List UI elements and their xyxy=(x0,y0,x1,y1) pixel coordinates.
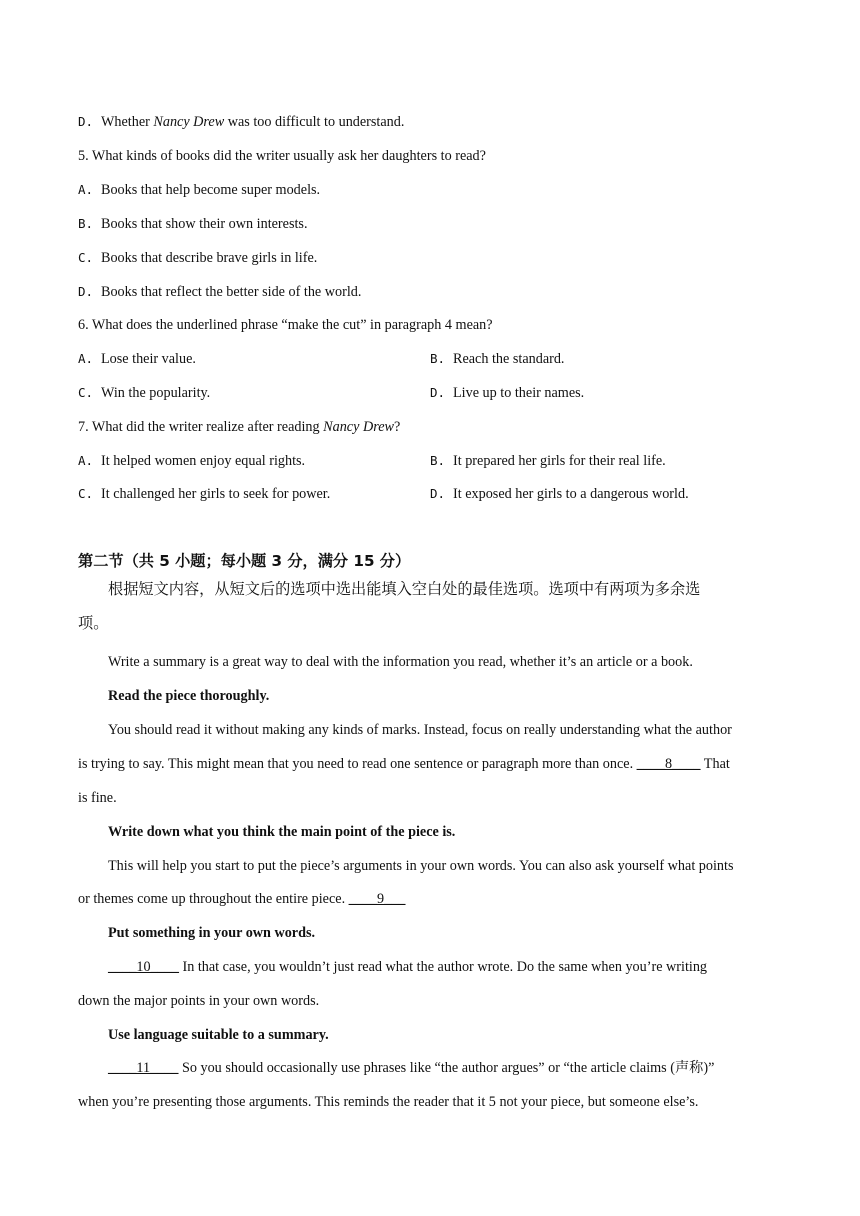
q4-option-d xyxy=(78,112,404,132)
passage-paragraph-1-line3: is fine. xyxy=(78,790,117,806)
stem-text-pre: 7. What did the writer realize after reading xyxy=(78,419,324,435)
blank-8: ____8____ xyxy=(636,756,701,772)
passage-paragraph-4-line2: when you’re presenting those arguments. This reminds the reader that it 5 not your piece, but someone else’s. xyxy=(78,1094,699,1110)
option-text: Books that reflect the better side of the world. xyxy=(101,284,362,300)
passage-paragraph-3-line2: down the major points in your own words. xyxy=(78,993,320,1009)
option-label: B. xyxy=(430,351,446,366)
book-title: Nancy Drew xyxy=(323,419,394,435)
q5-option-c xyxy=(78,248,317,268)
option-text: Reach the standard. xyxy=(453,351,565,367)
stem-text-post: ? xyxy=(393,419,401,435)
option-label: D. xyxy=(78,114,94,129)
option-label: A. xyxy=(78,453,94,468)
option-text-post: was too difficult to understand. xyxy=(224,114,405,130)
text-segment: So you should occasionally use phrases like “the author argues” or “the article claims (声称)” xyxy=(178,1060,715,1076)
passage-paragraph-2-line2 xyxy=(78,889,405,909)
text-segment: In that case, you wouldn’t just read what the author wrote. Do the same when you’re writing xyxy=(178,959,708,975)
option-label: D. xyxy=(430,486,446,501)
q6-option-c xyxy=(78,383,210,403)
text-segment: That xyxy=(700,756,730,772)
book-title: Nancy Drew xyxy=(153,114,225,130)
passage-subheading-1: Read the piece thoroughly. xyxy=(108,688,270,704)
q5-option-b xyxy=(78,214,308,234)
q7-option-c xyxy=(78,484,330,504)
passage-paragraph-1-line1: You should read it without making any kinds of marks. Instead, focus on really understanding what the author xyxy=(108,722,732,738)
q5-stem: 5. What kinds of books did the writer usually ask her daughters to read? xyxy=(78,148,486,164)
section-heading: 第二节（共 5 小题；每小题 3 分，满分 15 分） xyxy=(78,552,411,570)
q5-option-d xyxy=(78,282,361,302)
blank-9: ____9___ xyxy=(348,891,406,907)
section-instructions-line2: 项。 xyxy=(78,614,109,632)
q7-option-d xyxy=(430,484,689,504)
passage-paragraph-4-line1 xyxy=(108,1058,714,1078)
text-segment: or themes come up throughout the entire piece. xyxy=(78,891,349,907)
option-text: It helped women enjoy equal rights. xyxy=(101,453,306,469)
section-instructions-line1: 根据短文内容，从短文后的选项中选出能填入空白处的最佳选项。选项中有两项为多余选 xyxy=(108,580,701,598)
option-text: It prepared her girls for their real life. xyxy=(453,453,666,469)
option-text: Books that describe brave girls in life. xyxy=(101,250,318,266)
q7-option-a xyxy=(78,451,305,471)
option-label: D. xyxy=(430,385,446,400)
option-text: Live up to their names. xyxy=(453,385,585,401)
blank-11: ____11____ xyxy=(108,1060,179,1076)
passage-paragraph-2-line1: This will help you start to put the piece’s arguments in your own words. You can also ask yourself what points xyxy=(108,858,734,874)
passage-subheading-3: Put something in your own words. xyxy=(108,925,316,941)
option-label: B. xyxy=(430,453,446,468)
q6-option-a xyxy=(78,349,196,369)
option-label: C. xyxy=(78,385,94,400)
option-text: Lose their value. xyxy=(101,351,196,367)
passage-paragraph-3-line1 xyxy=(108,957,707,977)
option-text: It challenged her girls to seek for power. xyxy=(101,486,331,502)
option-label: A. xyxy=(78,182,94,197)
option-text: Books that show their own interests. xyxy=(101,216,308,232)
blank-10: ____10____ xyxy=(108,959,179,975)
q5-option-a xyxy=(78,180,320,200)
passage-subheading-2: Write down what you think the main point of the piece is. xyxy=(108,824,456,840)
passage-paragraph-1-line2 xyxy=(78,754,730,774)
option-text: Books that help become super models. xyxy=(101,182,321,198)
option-label: C. xyxy=(78,250,94,265)
option-text: It exposed her girls to a dangerous world. xyxy=(453,486,689,502)
option-text-pre: Whether xyxy=(101,114,154,130)
option-label: A. xyxy=(78,351,94,366)
option-text: Win the popularity. xyxy=(101,385,211,401)
q6-option-b xyxy=(430,349,564,369)
q7-stem xyxy=(78,417,400,437)
q6-stem: 6. What does the underlined phrase “make the cut” in paragraph 4 mean? xyxy=(78,317,493,333)
passage-intro: Write a summary is a great way to deal with the information you read, whether it’s an article or a book. xyxy=(108,654,693,670)
option-label: B. xyxy=(78,216,94,231)
text-segment: is trying to say. This might mean that you need to read one sentence or paragraph more than once. xyxy=(78,756,637,772)
option-label: C. xyxy=(78,486,94,501)
passage-subheading-4: Use language suitable to a summary. xyxy=(108,1027,329,1043)
option-label: D. xyxy=(78,284,94,299)
q6-option-d xyxy=(430,383,584,403)
q7-option-b xyxy=(430,451,666,471)
